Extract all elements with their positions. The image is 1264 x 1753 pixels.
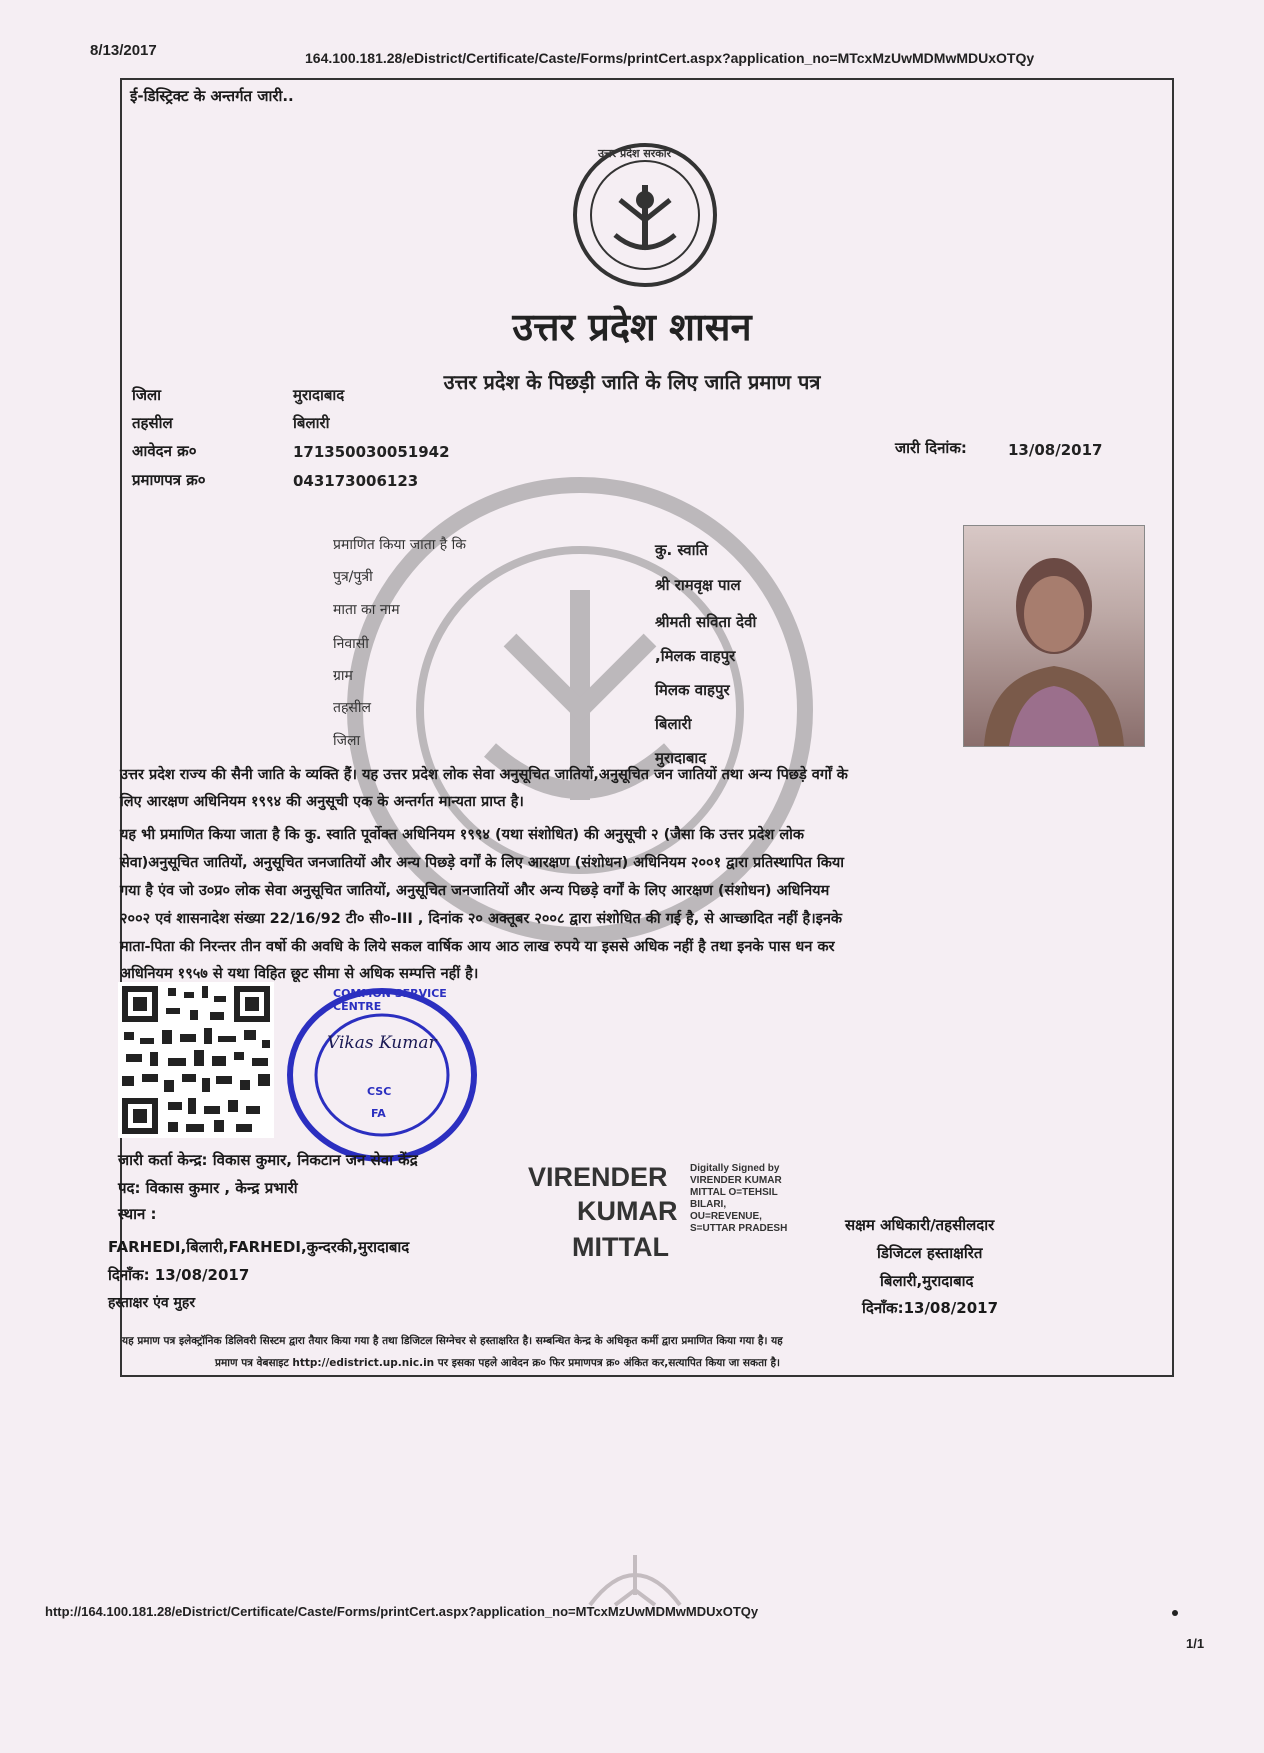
creamy-layer-line-5: माता-पिता की निरन्तर तीन वर्षो की अवधि के लिये सकल वार्षिक आय आठ लाख रुपये या इससे अधिक नहीं है तथा इनके पास धन कर: [120, 939, 835, 955]
details-district-value: मुरादाबाद: [655, 749, 707, 767]
person-icon: [964, 526, 1144, 746]
issuer-post: पद: विकास कुमार , केन्द्र प्रभारी: [118, 1179, 298, 1197]
application-label: आवेदन क्र०: [132, 442, 197, 460]
resident-label: निवासी: [333, 636, 369, 652]
dot-mark: [1172, 1610, 1178, 1616]
parent-value: श्री रामवृक्ष पाल: [655, 576, 741, 594]
authority-place: बिलारी,मुरादाबाद: [880, 1272, 974, 1290]
creamy-layer-line-1: यह भी प्रमाणित किया जाता है कि कु. स्वाति पूर्वोक्त अधिनियम १९९४ (यथा संशोधित) की अनुसूची २ (जैसा कि उत्तर प्रदेश लोक: [120, 827, 805, 843]
print-date: 8/13/2017: [90, 42, 157, 59]
village-value: मिलक वाहपुर: [655, 681, 730, 699]
authority-date: दिनाँक:13/08/2017: [862, 1299, 999, 1317]
issuer-center: जारी कर्ता केन्द्र: विकास कुमार, निकटान जन सेवा केंद्र: [118, 1151, 418, 1169]
details-district-label: जिला: [333, 733, 361, 749]
parent-label: पुत्र/पुत्री: [333, 569, 373, 585]
footer-note-line-1: यह प्रमाण पत्र इलेक्ट्रॉनिक डिलिवरी सिस्टम द्वारा तैयार किया गया है तथा डिजिटल सिग्नेचर से हस्ताक्षरित है। सम्बन्धित केन्द्र के अधिकृत कर्मी द्वारा प्रमाणित किया गया है। यह: [122, 1335, 783, 1347]
digital-sign-detail-2: VIRENDER KUMAR: [690, 1175, 782, 1186]
csc-stamp: [285, 985, 480, 1165]
certified-label: प्रमाणित किया जाता है कि: [333, 537, 467, 553]
details-tehsil-value: बिलारी: [655, 715, 692, 733]
caste-statement-line-1: उत्तर प्रदेश राज्य की सैनी जाति के व्यक्ति हैं। यह उत्तर प्रदेश लोक सेवा अनुसूचित जातियों,अनुसूचित जन जातियों तथा अन्य पिछड़े वर्गों के: [120, 767, 848, 783]
digital-sign-detail-3: MITTAL O=TEHSIL: [690, 1187, 778, 1198]
certified-value: कु. स्वाति: [655, 541, 708, 559]
digital-sign-detail-1: Digitally Signed by: [690, 1163, 780, 1174]
village-label: ग्राम: [333, 668, 353, 684]
digital-sign-detail-4: BILARI,: [690, 1199, 727, 1210]
issuer-place-label: स्थान :: [118, 1205, 157, 1223]
digital-sign-detail-6: S=UTTAR PRADESH: [690, 1223, 788, 1234]
qr-code: [118, 982, 274, 1138]
authority-digital: डिजिटल हस्ताक्षरित: [877, 1244, 983, 1262]
details-tehsil-label: तहसील: [333, 700, 371, 716]
stamp-ring-text: COMMON SERVICE CENTRE: [333, 987, 447, 1013]
print-url: 164.100.181.28/eDistrict/Certificate/Caste/Forms/printCert.aspx?application_no=MTcxMzUwMDMwMDUxOTQy: [305, 50, 1035, 66]
stamp-center-text: CSC: [367, 1085, 392, 1098]
bottom-print-url: http://164.100.181.28/eDistrict/Certificate/Caste/Forms/printCert.aspx?application_no=MTcxMzUwMDMwMDUxOTQy: [45, 1604, 759, 1619]
emblem-text: उत्तर प्रदेश सरकार: [598, 147, 672, 160]
ghost-emblem-icon: [580, 1535, 690, 1615]
stamp-handwritten-name: Vikas Kumar: [327, 1033, 437, 1053]
stamp-bottom-text: FA: [371, 1107, 386, 1120]
applicant-photo: [963, 525, 1145, 747]
issuer-place-value: FARHEDI,बिलारी,FARHEDI,कुन्दरकी,मुरादाबाद: [108, 1238, 410, 1256]
creamy-layer-line-6: अधिनियम १९५७ से यथा विहित छूट सीमा से अधिक सम्पत्ति नहीं है।: [120, 966, 479, 982]
district-label: जिला: [132, 386, 162, 404]
application-value: 171350030051942: [293, 443, 450, 461]
creamy-layer-line-4: २००२ एवं शासनादेश संख्या 22/16/92 टी० सी०-III , दिनांक २० अक्तूबर २००८ द्वारा संशोधित की गई है, से आच्छादित नहीं है।इनके: [120, 911, 843, 927]
up-emblem-icon: [570, 140, 720, 290]
mother-value: श्रीमती सविता देवी: [655, 613, 757, 631]
authority-title: सक्षम अधिकारी/तहसीलदार: [845, 1216, 995, 1234]
tehsil-label: तहसील: [132, 414, 173, 432]
creamy-layer-line-3: गया है एंव जो उ०प्र० लोक सेवा अनुसूचित जातियों, अनुसूचित जनजातियों और अन्य पिछड़े वर्गों के लिए आरक्षण (संशोधन) अधिनियम: [120, 883, 830, 899]
signer-name-line-2: KUMAR: [577, 1196, 678, 1226]
issuer-date: दिनाँक: 13/08/2017: [108, 1266, 250, 1284]
certificate-no-label: प्रमाणपत्र क्र०: [132, 471, 206, 489]
show-through-ghost: [360, 1390, 960, 1510]
tehsil-value: बिलारी: [293, 414, 330, 432]
digital-sign-detail-5: OU=REVENUE,: [690, 1211, 762, 1222]
district-value: मुरादाबाद: [293, 386, 345, 404]
issue-date-value: 13/08/2017: [1008, 441, 1103, 459]
creamy-layer-line-2: सेवा)अनुसूचित जातियों, अनुसूचित जनजातियों और अन्य पिछड़े वर्गों के लिए आरक्षण (संशोधन) अधिनियम २००१ द्वारा प्रतिस्थापित किया: [120, 855, 844, 871]
footer-note-line-2: प्रमाण पत्र वेबसाइट http://edistrict.up.nic.in पर इसका पहले आवेदन क्र० फिर प्रमाणपत्र क्र० अंकित कर,सत्यापित किया जा सकता है।: [215, 1357, 781, 1369]
certificate-no-value: 043173006123: [293, 472, 419, 490]
issued-under-text: ई-डिस्ट्रिक्ट के अन्तर्गत जारी..: [130, 87, 294, 105]
sign-seal-label: हस्ताक्षर एंव मुहर: [108, 1295, 196, 1311]
certificate-subtitle: उत्तर प्रदेश के पिछड़ी जाति के लिए जाति प्रमाण पत्र: [443, 370, 821, 394]
certificate-main-title: उत्तर प्रदेश शासन: [512, 304, 752, 349]
mother-label: माता का नाम: [333, 602, 400, 618]
page-number: 1/1: [1186, 1636, 1205, 1651]
resident-value: ,मिलक वाहपुर: [655, 647, 736, 665]
issue-date-label: जारी दिनांक:: [895, 439, 967, 457]
signer-name-line-1: VIRENDER: [528, 1162, 668, 1192]
caste-statement-line-2: लिए आरक्षण अधिनियम १९९४ की अनुसूची एक के अन्तर्गत मान्यता प्राप्त है।: [120, 794, 524, 810]
signer-name-line-3: MITTAL: [572, 1232, 669, 1262]
